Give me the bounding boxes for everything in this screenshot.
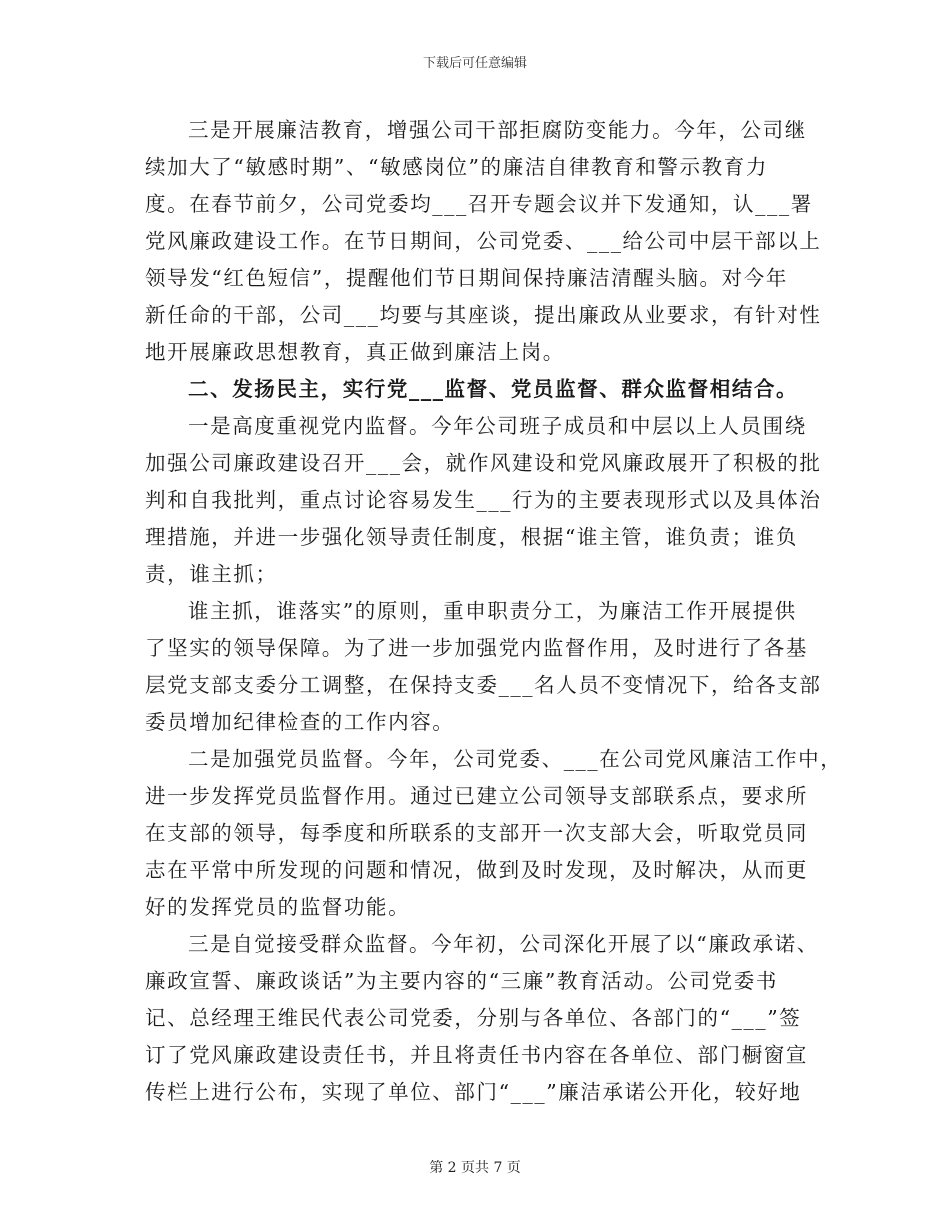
text-line: 传栏上进行公布，实现了单位、部门“___”廉洁承诺公开化，较好地 xyxy=(145,1080,802,1104)
text-line: 二是加强党员监督。今年，公司党委、___在公司党风廉洁工作中， xyxy=(188,747,843,771)
text-line: 好的发挥党员的监督功能。 xyxy=(145,895,411,919)
document-body xyxy=(145,112,843,1111)
text-line: 续加大了“敏感时期”、“敏感岗位”的廉洁自律教育和警示教育力 xyxy=(145,155,768,179)
text-line: 廉政宣誓、廉政谈话”为主要内容的“三廉”教育活动。公司党委书 xyxy=(145,969,778,993)
text-line: 度。在春节前夕，公司党委均___召开专题会议并下发通知，认___署 xyxy=(145,192,813,216)
section-heading-line: 二、发扬民主，实行党___监督、党员监督、群众监督相结合。 xyxy=(188,377,799,401)
page-footer: 第 2 页共 7 页 xyxy=(429,1160,521,1176)
text-line: 记、总经理王维民代表公司党委，分别与各单位、各部门的“___”签 xyxy=(145,1006,802,1030)
text-line: 三是自觉接受群众监督。今年初，公司深化开展了以“廉政承诺、 xyxy=(188,932,819,956)
page-header: 下载后可任意编辑 xyxy=(422,56,527,71)
text-line: 进一步发挥党员监督作用。通过已建立公司领导支部联系点，要求所 xyxy=(145,784,808,808)
text-line: 判和自我批判，重点讨论容易发生___行为的主要表现形式以及具体治 xyxy=(145,488,822,512)
text-line: 责，谁主抓； xyxy=(145,562,278,586)
text-line: 谁主抓，谁落实”的原则，重申职责分工，为廉洁工作开展提供 xyxy=(188,599,797,623)
text-line: 新任命的干部，公司___均要与其座谈，提出廉政从业要求，有针对性 xyxy=(145,303,822,327)
text-line: 地开展廉政思想教育，真正做到廉洁上岗。 xyxy=(145,340,565,364)
text-line: 三是开展廉洁教育，增强公司干部拒腐防变能力。今年，公司继 xyxy=(188,118,807,142)
text-line: 领导发“红色短信”，提醒他们节日期间保持廉洁清醒头脑。对今年 xyxy=(145,266,788,290)
text-line: 层党支部支委分工调整，在保持支委___名人员不变情况下，给各支部 xyxy=(145,673,822,697)
text-line: 一是高度重视党内监督。今年公司班子成员和中层以上人员围绕 xyxy=(188,414,807,438)
text-line: 加强公司廉政建设召开___会，就作风建设和党风廉政展开了积极的批 xyxy=(145,451,822,475)
text-line: 了坚实的领导保障。为了进一步加强党内监督作用，及时进行了各基 xyxy=(145,636,808,660)
text-line: 党风廉政建设工作。在节日期间，公司党委、___给公司中层干部以上 xyxy=(145,229,822,253)
text-line: 志在平常中所发现的问题和情况，做到及时发现，及时解决，从而更 xyxy=(145,858,808,882)
text-line: 理措施，并进一步强化领导责任制度，根据“谁主管，谁负责；谁负 xyxy=(145,525,798,549)
text-line: 订了党风廉政建设责任书，并且将责任书内容在各单位、部门橱窗宣 xyxy=(145,1043,808,1067)
text-line: 委员增加纪律检查的工作内容。 xyxy=(145,710,455,734)
text-line: 在支部的领导，每季度和所联系的支部开一次支部大会，听取党员同 xyxy=(145,821,808,845)
